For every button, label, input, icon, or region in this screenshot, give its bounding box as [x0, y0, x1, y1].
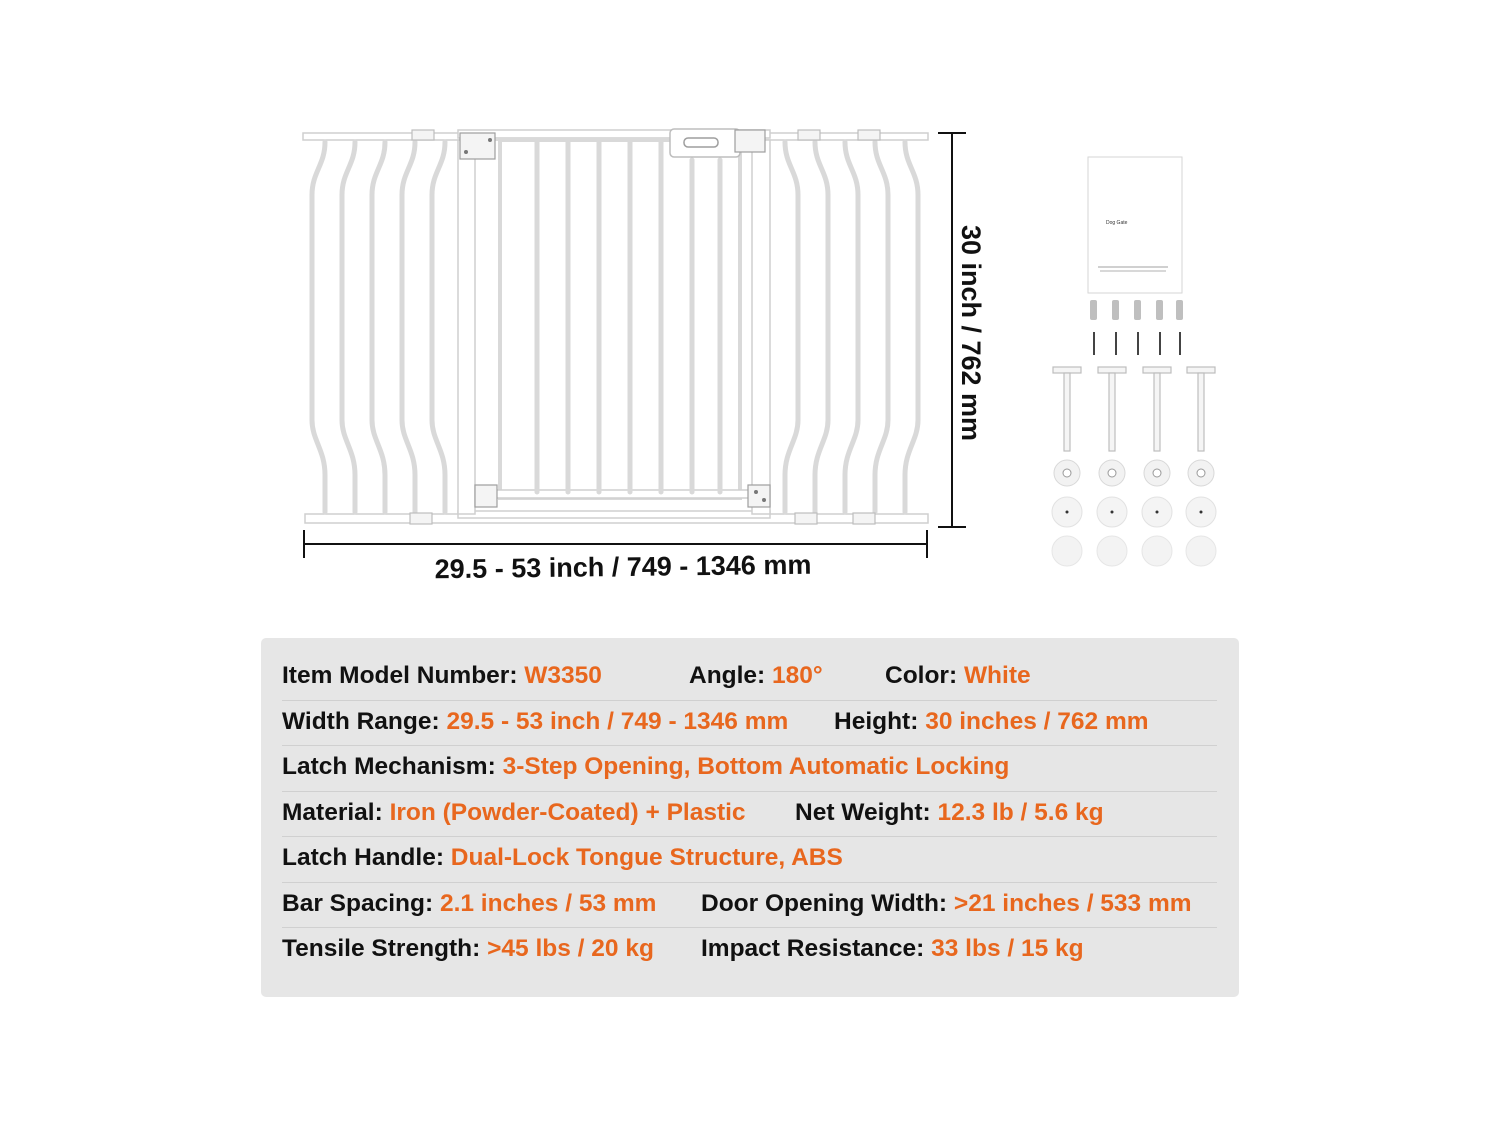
spec-bar-spacing	[282, 883, 701, 925]
screws	[1094, 332, 1180, 355]
spec-label: Angle:	[689, 662, 773, 689]
spec-value: 33 lbs / 15 kg	[931, 935, 1084, 962]
spec-label: Door Opening Width:	[701, 889, 954, 917]
spec-door-opening-width	[701, 883, 1192, 925]
spec-angle	[689, 655, 885, 697]
spec-latch-mechanism	[282, 746, 1009, 788]
tension-bolts	[1053, 367, 1215, 451]
spec-row-latch-mechanism	[282, 746, 1239, 792]
spec-label: Color:	[885, 662, 964, 689]
adhesive-pads	[1052, 536, 1216, 566]
spec-value: 3-Step Opening, Bottom Automatic Locking	[502, 753, 1010, 780]
spec-label: Impact Resistance:	[701, 935, 932, 962]
spec-label: Tensile Strength:	[282, 935, 488, 962]
wall-anchors	[1090, 300, 1183, 320]
spec-height	[834, 701, 1149, 743]
spec-impact-resistance	[701, 928, 1084, 970]
width-dimension-label: 29.5 - 53 inch / 749 - 1346 mm	[434, 549, 812, 585]
spec-label: Latch Mechanism:	[282, 753, 503, 780]
latch-handle	[670, 129, 740, 157]
spec-label: Bar Spacing:	[282, 889, 440, 917]
baby-gate-image	[303, 129, 928, 524]
spec-value: W3350	[524, 662, 602, 689]
spec-label: Material:	[282, 798, 390, 826]
spec-color	[885, 655, 1031, 697]
spec-value: >21 inches / 533 mm	[953, 889, 1192, 917]
spec-row-latch-handle	[282, 837, 1239, 883]
height-dimension-label: 30 inch / 762 mm	[956, 224, 986, 442]
svg-text:Dog Gate: Dog Gate	[1106, 220, 1128, 226]
spec-label: Height:	[834, 707, 926, 735]
spec-net-weight	[795, 792, 1104, 834]
spec-label: Latch Handle:	[282, 844, 451, 871]
spec-row-tensile-impact	[282, 928, 1239, 974]
spec-value: >45 lbs / 20 kg	[487, 935, 654, 962]
spec-value: 12.3 lb / 5.6 kg	[937, 798, 1104, 826]
spec-row-spacing-door	[282, 883, 1239, 929]
spec-value: 29.5 - 53 inch / 749 - 1346 mm	[446, 707, 789, 735]
spec-value: 180°	[772, 662, 823, 689]
spec-row-material-weight	[282, 792, 1239, 838]
bolt-nuts	[1054, 460, 1214, 486]
spec-value: 30 inches / 762 mm	[925, 707, 1149, 735]
spec-value: White	[963, 662, 1031, 689]
spec-label: Net Weight:	[795, 798, 938, 826]
spec-row-width-height	[282, 701, 1239, 747]
spec-label: Item Model Number:	[282, 662, 525, 689]
spec-value: 2.1 inches / 53 mm	[439, 889, 657, 917]
instruction-manual	[1088, 157, 1182, 293]
spec-latch-handle	[282, 837, 843, 879]
spec-row-model-angle-color	[282, 655, 1239, 701]
spec-width-range	[282, 701, 834, 743]
spec-material	[282, 792, 795, 834]
spec-label: Width Range:	[282, 707, 447, 735]
spec-model	[282, 655, 689, 697]
spec-value: Iron (Powder-Coated) + Plastic	[389, 798, 746, 826]
spec-panel	[261, 638, 1239, 997]
wall-cups	[1052, 497, 1216, 527]
spec-value: Dual-Lock Tongue Structure, ABS	[450, 844, 843, 871]
spec-tensile-strength	[282, 928, 701, 970]
